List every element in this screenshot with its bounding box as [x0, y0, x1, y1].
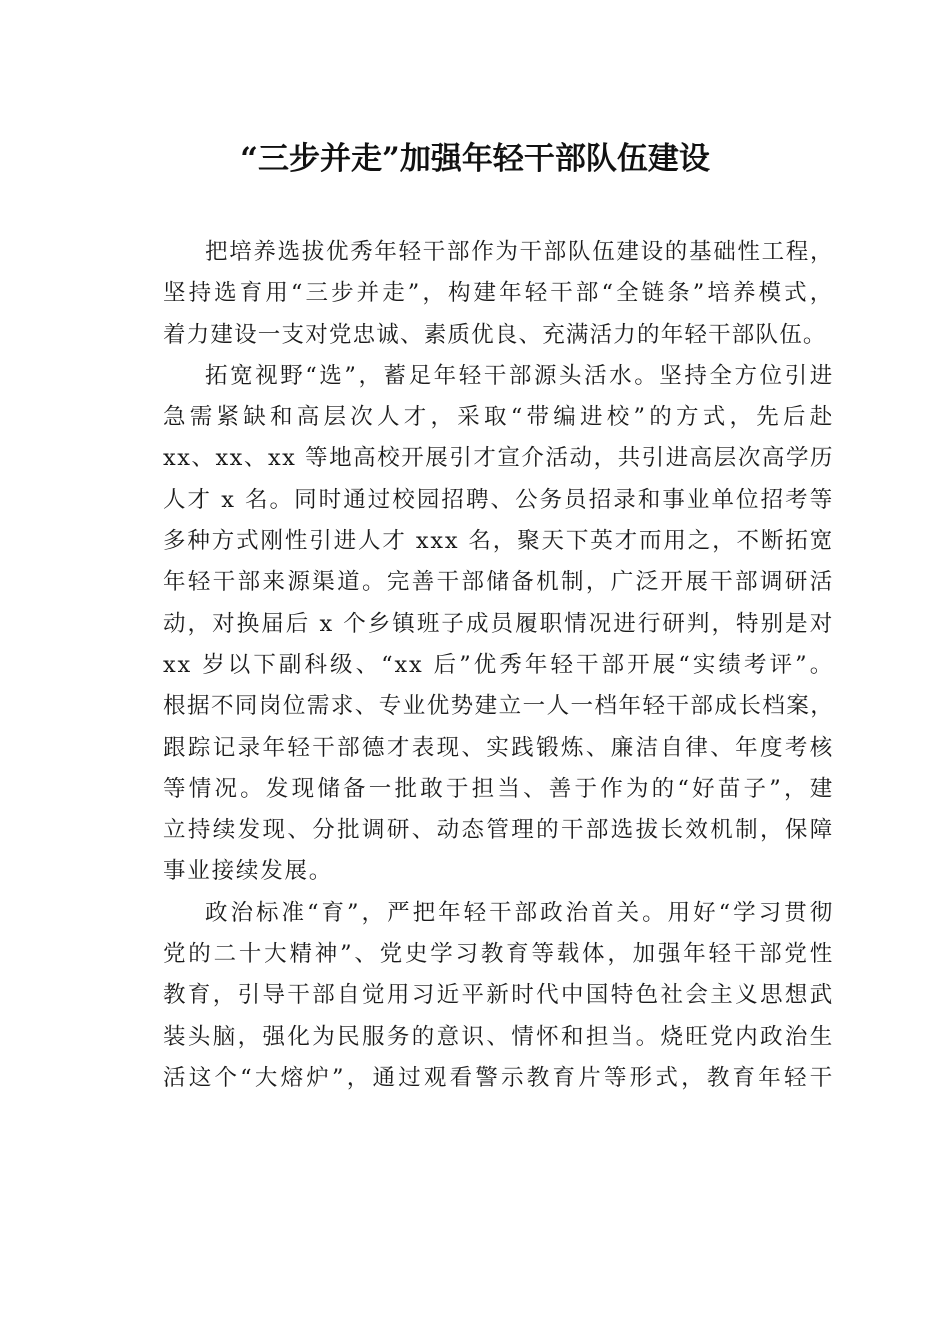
document-title: “三步并走”加强年轻干部队伍建设 — [240, 141, 710, 177]
text-line: 着力建设一支对党忠诚、素质优良、充满活力的年轻干部队伍。 — [163, 321, 827, 348]
text-line: 跟踪记录年轻干部德才表现、实践锻炼、廉洁自律、年度考核 — [163, 734, 834, 761]
text-line: 根据不同岗位需求、专业优势建立一人一档年轻干部成长档案， — [163, 693, 834, 720]
text-line: 活这个“大熔炉”，通过观看警示教育片等形式，教育年轻干 — [163, 1064, 834, 1091]
text-line: 年轻干部来源渠道。完善干部储备机制，广泛开展干部调研活 — [163, 569, 834, 596]
paragraph-intro — [118, 232, 834, 356]
text-line: 等情况。发现储备一批敢于担当、善于作为的“好苗子”，建 — [163, 775, 834, 802]
text-line: 人才 x 名。同时通过校园招聘、公务员招录和事业单位招考等 — [163, 486, 834, 513]
paragraph-select — [118, 356, 834, 893]
text-line: 教育，引导干部自觉用习近平新时代中国特色社会主义思想武 — [163, 982, 834, 1009]
text-line: xx、xx、xx 等地高校开展引才宣介活动，共引进高层次高学历 — [163, 445, 834, 472]
paragraph-nurture — [118, 893, 834, 1099]
text-line: 立持续发现、分批调研、动态管理的干部选拔长效机制，保障 — [163, 817, 834, 844]
text-line: 急需紧缺和高层次人才，采取“带编进校”的方式，先后赴 — [163, 404, 834, 431]
text-line: 动，对换届后 x 个乡镇班子成员履职情况进行研判，特别是对 — [163, 610, 834, 637]
text-line: 拓宽视野“选”，蓄足年轻干部源头活水。坚持全方位引进 — [205, 362, 834, 389]
text-line: 政治标准“育”，严把年轻干部政治首关。用好“学习贯彻 — [205, 899, 834, 926]
text-line: 党的二十大精神”、党史学习教育等载体，加强年轻干部党性 — [163, 941, 834, 968]
text-line: 坚持选育用“三步并走”，构建年轻干部“全链条”培养模式， — [163, 280, 834, 307]
document-body — [118, 232, 834, 1099]
text-line: 装头脑，强化为民服务的意识、情怀和担当。烧旺党内政治生 — [163, 1023, 834, 1050]
text-line: 把培养选拔优秀年轻干部作为干部队伍建设的基础性工程， — [205, 239, 834, 265]
text-line: 事业接续发展。 — [163, 858, 334, 885]
text-line: 多种方式刚性引进人才 xxx 名，聚天下英才而用之，不断拓宽 — [163, 528, 834, 555]
text-line: xx 岁以下副科级、“xx 后”优秀年轻干部开展“实绩考评”。 — [163, 651, 834, 678]
